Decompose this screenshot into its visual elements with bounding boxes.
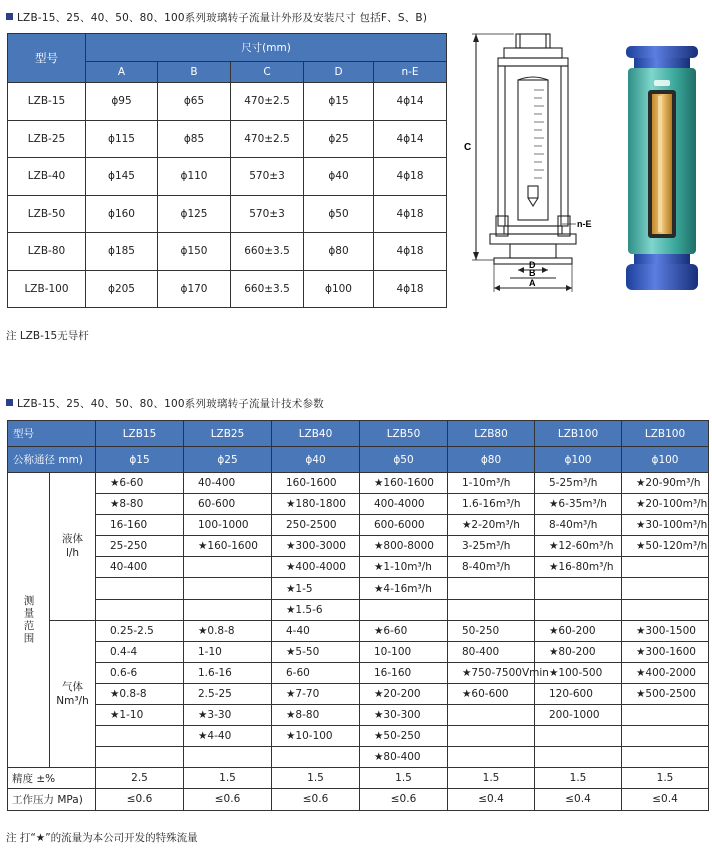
drawing-label-a: A [529,278,536,288]
header-cell: ϕ80 [448,447,535,473]
liquid-range-cell: 40-400 [96,557,184,578]
gas-unit-text: Nm³/h [56,694,89,707]
gas-range-cell: ★8-80 [272,705,360,726]
gas-row [8,641,709,662]
gas-label-text: 气体 [62,680,83,693]
liquid-range-cell [184,599,272,620]
dimension-row [8,195,447,233]
liquid-range-cell: ★6-60 [96,473,184,494]
liquid-row [8,536,709,557]
dimension-cell: 4ϕ14 [374,120,447,158]
dimension-row [8,120,447,158]
tech-params-table [7,420,709,811]
liquid-range-cell: ★1-5 [272,578,360,599]
liquid-row [8,557,709,578]
diameter-header-row [8,447,709,473]
gas-range-cell [272,747,360,768]
gas-range-cell: ★10-100 [272,726,360,747]
liquid-range-cell: 5-25m³/h [535,473,622,494]
header-cell: LZB100 [622,421,709,447]
liquid-range-cell: ★800-8000 [360,536,448,557]
dimension-cell: ϕ40 [304,158,374,196]
tech-section-title [6,396,324,411]
dimension-cell: 570±3 [231,195,304,233]
gas-range-cell: 50-250 [448,620,535,641]
liquid-range-cell: 3-25m³/h [448,536,535,557]
gas-range-cell: 0.25-2.5 [96,620,184,641]
gas-range-cell: ★80-200 [535,641,622,662]
header-cell: LZB80 [448,421,535,447]
liquid-range-cell: ★300-3000 [272,536,360,557]
value-cell: 1.5 [360,768,448,789]
gas-range-cell [622,705,709,726]
dimension-cell: 4ϕ18 [374,233,447,271]
dimension-cell: ϕ85 [158,120,231,158]
gas-range-cell [622,726,709,747]
dimension-cell: ϕ80 [304,233,374,271]
dimension-cell: ϕ205 [86,270,158,308]
model-cell: LZB-50 [8,195,86,233]
liquid-range-cell: 1-10m³/h [448,473,535,494]
model-cell: LZB-100 [8,270,86,308]
dimension-row [8,233,447,271]
header-cell: LZB15 [96,421,184,447]
liquid-range-cell [96,599,184,620]
liquid-range-cell: ★180-1800 [272,494,360,515]
liquid-range-cell: ★6-35m³/h [535,494,622,515]
gas-range-cell: 0.6-6 [96,662,184,683]
liquid-range-cell [535,578,622,599]
liquid-range-cell: 160-1600 [272,473,360,494]
gas-range-cell: ★80-400 [360,747,448,768]
value-cell: ≤0.6 [96,789,184,810]
liquid-range-cell: ★8-80 [96,494,184,515]
liquid-range-cell: ★1.5-6 [272,599,360,620]
dimension-row [8,270,447,308]
gas-range-cell: ★60-200 [535,620,622,641]
gas-range-cell [535,747,622,768]
gas-range-cell: ★1-10 [96,705,184,726]
row-label: 型号 [8,421,96,447]
header-cell: LZB25 [184,421,272,447]
gas-range-cell [448,747,535,768]
gas-range-cell [96,726,184,747]
liquid-range-cell: 8-40m³/h [535,515,622,536]
dimension-cell: ϕ65 [158,83,231,121]
liquid-range-cell [184,578,272,599]
liquid-range-cell: 600-6000 [360,515,448,536]
header-cell: LZB50 [360,421,448,447]
drawing-body [498,66,568,226]
liquid-range-cell [96,578,184,599]
col-header-ne: n-E [374,62,447,83]
dimension-cell: ϕ15 [304,83,374,121]
col-header-b: B [158,62,231,83]
gas-range-cell: ★100-500 [535,662,622,683]
model-cell: LZB-80 [8,233,86,271]
value-cell: 1.5 [272,768,360,789]
liquid-range-cell: 8-40m³/h [448,557,535,578]
gas-range-cell [184,747,272,768]
value-cell: 1.5 [184,768,272,789]
gas-range-cell: 80-400 [448,641,535,662]
gas-range-cell: ★20-200 [360,683,448,704]
value-cell: 2.5 [96,768,184,789]
accuracy-row [8,768,709,789]
gas-range-cell: ★0.8-8 [96,683,184,704]
liquid-range-cell: 40-400 [184,473,272,494]
liquid-range-cell [622,599,709,620]
gas-row [8,747,709,768]
gas-range-cell: 10-100 [360,641,448,662]
liquid-range-cell [360,599,448,620]
dimension-section-title [6,10,427,25]
liquid-range-cell: ★2-20m³/h [448,515,535,536]
gas-range-cell: 200-1000 [535,705,622,726]
dimension-cell: 660±3.5 [231,270,304,308]
dimension-cell: 4ϕ18 [374,270,447,308]
row-label: 公称通径 mm) [8,447,96,473]
liquid-row [8,578,709,599]
liquid-range-cell: ★50-120m³/h [622,536,709,557]
liquid-range-cell [448,599,535,620]
dimension-cell: ϕ125 [158,195,231,233]
drawing-label-c: C [464,142,472,153]
liquid-row [8,599,709,620]
liquid-row [8,494,709,515]
liquid-range-cell [448,578,535,599]
gas-range-cell: ★4-40 [184,726,272,747]
value-cell: ≤0.4 [535,789,622,810]
tech-title-text: LZB-15、25、40、50、80、100系列玻璃转子流量计技术参数 [17,398,324,410]
liquid-range-cell: 250-2500 [272,515,360,536]
col-header-a: A [86,62,158,83]
liquid-range-cell: 25-250 [96,536,184,557]
liquid-range-cell [622,578,709,599]
liquid-range-cell: ★12-60m³/h [535,536,622,557]
gas-range-cell: 4-40 [272,620,360,641]
gas-label [50,620,96,768]
tech-note: 注 打“★”的流量为本公司开发的特殊流量 [6,832,198,844]
gas-range-cell [96,747,184,768]
gas-range-cell: ★50-250 [360,726,448,747]
gas-range-cell: 16-160 [360,662,448,683]
dimension-cell: ϕ25 [304,120,374,158]
gas-range-cell: ★7-70 [272,683,360,704]
dimension-row [8,83,447,121]
dimension-cell: 570±3 [231,158,304,196]
size-header: 尺寸(mm) [86,34,447,62]
value-cell: 1.5 [448,768,535,789]
liquid-unit-text: l/h [65,547,80,560]
model-cell: LZB-15 [8,83,86,121]
dimension-cell: 470±2.5 [231,120,304,158]
gas-range-cell: ★400-2000 [622,662,709,683]
dimension-cell: 4ϕ18 [374,195,447,233]
liquid-range-cell [535,599,622,620]
gas-range-cell: 2.5-25 [184,683,272,704]
liquid-range-cell: ★160-1600 [360,473,448,494]
gas-range-cell: ★500-2500 [622,683,709,704]
dimension-title-text: LZB-15、25、40、50、80、100系列玻璃转子流量计外形及安装尺寸 包括F、S、B) [17,12,428,24]
header-cell: ϕ15 [96,447,184,473]
liquid-range-cell: 60-600 [184,494,272,515]
liquid-range-cell: ★400-4000 [272,557,360,578]
liquid-row [8,473,709,494]
dimension-cell: 470±2.5 [231,83,304,121]
gas-range-cell: ★300-1600 [622,641,709,662]
drawing-top-cap [516,34,550,48]
gas-range-cell [448,726,535,747]
dimension-cell: 4ϕ18 [374,158,447,196]
dimension-cell: ϕ150 [158,233,231,271]
gas-row [8,683,709,704]
liquid-range-cell: ★20-90m³/h [622,473,709,494]
value-cell: ≤0.6 [360,789,448,810]
value-cell: ≤0.6 [184,789,272,810]
value-cell: 1.5 [622,768,709,789]
flowmeter-dimension-drawing [458,28,608,300]
range-label: 测量范围 [8,473,50,768]
liquid-range-cell: ★160-1600 [184,536,272,557]
bullet-square-icon [6,13,13,20]
liquid-label [50,473,96,621]
dimension-cell: ϕ95 [86,83,158,121]
gas-row [8,620,709,641]
liquid-range-cell: ★1-10m³/h [360,557,448,578]
gas-range-cell: ★300-1500 [622,620,709,641]
header-cell: ϕ40 [272,447,360,473]
header-cell: ϕ50 [360,447,448,473]
dimension-cell: ϕ115 [86,120,158,158]
liquid-range-cell: 1.6-16m³/h [448,494,535,515]
liquid-range-cell: ★20-100m³/h [622,494,709,515]
dimension-cell: ϕ185 [86,233,158,271]
gas-range-cell: 1.6-16 [184,662,272,683]
dimension-cell: 660±3.5 [231,233,304,271]
dimension-cell: ϕ110 [158,158,231,196]
gas-row [8,726,709,747]
row-label: 工作压力 MPa) [8,789,96,810]
header-cell: LZB100 [535,421,622,447]
liquid-range-cell: ★4-16m³/h [360,578,448,599]
liquid-range-cell: 100-1000 [184,515,272,536]
header-cell: ϕ25 [184,447,272,473]
gas-range-cell: ★750-7500Vmin [448,662,535,683]
liquid-label-text: 液体 [62,533,83,546]
value-cell: ≤0.4 [448,789,535,810]
dimension-cell: ϕ170 [158,270,231,308]
col-header-c: C [231,62,304,83]
gas-range-cell: ★60-600 [448,683,535,704]
model-cell: LZB-25 [8,120,86,158]
gas-range-cell: 1-10 [184,641,272,662]
dimension-table [7,33,447,308]
gas-range-cell: ★0.8-8 [184,620,272,641]
gas-range-cell: ★5-50 [272,641,360,662]
liquid-range-cell: ★30-100m³/h [622,515,709,536]
dimension-cell: ϕ145 [86,158,158,196]
liquid-range-cell: 400-4000 [360,494,448,515]
model-header: 型号 [8,34,86,83]
model-cell: LZB-40 [8,158,86,196]
drawing-label-d: D [529,260,536,270]
liquid-row [8,515,709,536]
gas-range-cell [448,705,535,726]
gas-range-cell: ★6-60 [360,620,448,641]
dimension-row [8,158,447,196]
gas-range-cell: 120-600 [535,683,622,704]
drawing-glass-tube [518,80,548,220]
dimension-cell: 4ϕ14 [374,83,447,121]
row-label: 精度 ±% [8,768,96,789]
gas-range-cell [622,747,709,768]
model-header-row [8,421,709,447]
liquid-range-cell [184,557,272,578]
pressure-row [8,789,709,810]
value-cell: ≤0.4 [622,789,709,810]
drawing-label-ne: n-E [577,219,592,229]
gas-range-cell: ★30-300 [360,705,448,726]
dimension-cell: ϕ50 [304,195,374,233]
header-cell: ϕ100 [535,447,622,473]
col-header-d: D [304,62,374,83]
gas-range-cell: 6-60 [272,662,360,683]
drawing-label-b: B [529,268,536,278]
gas-range-cell: 0.4-4 [96,641,184,662]
liquid-range-cell: ★16-80m³/h [535,557,622,578]
liquid-range-cell: 16-160 [96,515,184,536]
gas-row [8,705,709,726]
gas-row [8,662,709,683]
gas-range-cell [535,726,622,747]
bullet-square-icon [6,399,13,406]
value-cell: 1.5 [535,768,622,789]
dimension-cell: ϕ100 [304,270,374,308]
flowmeter-product-image [620,46,704,294]
value-cell: ≤0.6 [272,789,360,810]
liquid-range-cell [622,557,709,578]
gas-range-cell: ★3-30 [184,705,272,726]
dimension-note: 注 LZB-15无导杆 [6,330,89,342]
header-cell: LZB40 [272,421,360,447]
header-cell: ϕ100 [622,447,709,473]
dimension-cell: ϕ160 [86,195,158,233]
